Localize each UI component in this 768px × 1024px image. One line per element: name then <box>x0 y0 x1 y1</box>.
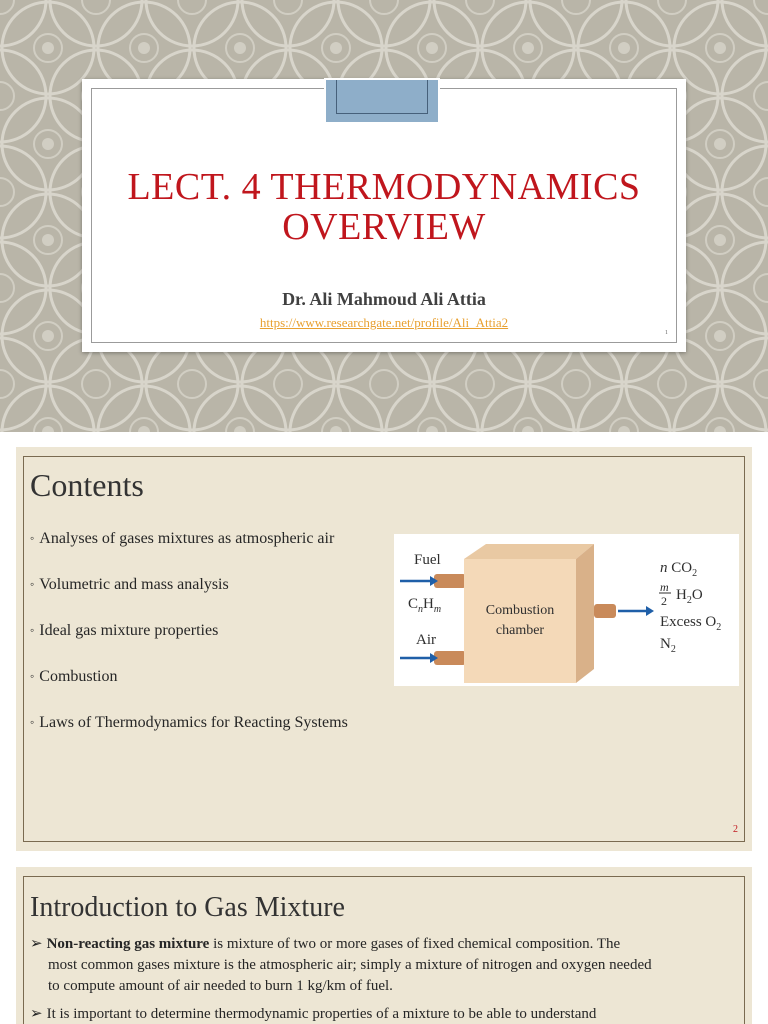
bullet-icon: ◦ <box>30 531 35 545</box>
chamber-top <box>464 544 594 559</box>
page-number: 2 <box>733 824 738 835</box>
paragraph <box>30 934 738 997</box>
paragraph <box>30 1004 738 1024</box>
list-item <box>30 622 218 640</box>
chamber-label-line2: chamber <box>495 623 545 638</box>
product-h2o-denominator: 2 <box>661 594 667 608</box>
chamber-side <box>576 544 594 683</box>
exhaust-pipe <box>594 604 616 618</box>
air-pipe <box>434 651 466 665</box>
list-item <box>30 576 229 594</box>
bullet-icon: ◦ <box>30 669 35 683</box>
combustion-chamber-figure <box>394 534 739 686</box>
profile-link[interactable]: https://www.researchgate.net/profile/Ali_Attia2 <box>259 315 509 330</box>
slide-title: Contents <box>30 467 144 503</box>
bullet-icon: ◦ <box>30 577 35 591</box>
list-item <box>30 530 334 548</box>
bullet-icon: ◦ <box>30 623 35 637</box>
fuel-pipe <box>434 574 466 588</box>
slide-title-line1: LECT. 4 THERMODYNAMICS <box>127 166 641 208</box>
paragraph-line: to compute amount of air needed to burn 1 kg/km of fuel. <box>48 978 393 994</box>
list-item-text: Combustion <box>39 668 118 685</box>
slide-title: Introduction to Gas Mixture <box>30 892 345 923</box>
author-name: Dr. Ali Mahmoud Ali Attia <box>282 289 486 309</box>
list-item-text: Ideal gas mixture properties <box>39 622 219 639</box>
paragraph-bold: Non-reacting gas mixture <box>46 936 210 952</box>
arrow-bullet-icon: ➢ <box>30 936 43 952</box>
slide-title <box>82 167 686 247</box>
list-item <box>30 668 118 686</box>
paragraph-text: is mixture of two or more gases of fixed chemical composition. The <box>209 936 621 952</box>
paragraph-line: most common gases mixture is the atmospheric air; simply a mixture of nitrogen and oxygen needed <box>48 957 652 973</box>
list-item-text: Volumetric and mass analysis <box>39 576 229 593</box>
contents-slide <box>16 447 752 851</box>
slide-title-line2: OVERVIEW <box>282 206 486 248</box>
title-slide <box>0 0 768 432</box>
gas-mixture-slide <box>16 867 752 1024</box>
list-item-text: Analyses of gases mixtures as atmospheric air <box>39 530 335 547</box>
product-h2o: $H_2O$ <box>676 587 703 606</box>
title-card <box>82 79 686 352</box>
fuel-formula: $C_nH_m$ <box>408 596 442 615</box>
arrow-bullet-icon: ➢ <box>30 1006 43 1022</box>
list-item <box>30 714 348 732</box>
product-excess-o2: Excess $O_2$ <box>660 614 722 633</box>
title-card-tab <box>324 78 440 124</box>
list-item-text: Laws of Thermodynamics for Reacting Systems <box>39 714 348 731</box>
air-label: Air <box>416 632 436 648</box>
fuel-label: Fuel <box>414 552 441 568</box>
product-co2: n $CO_2$ <box>660 560 698 579</box>
chamber-front <box>464 559 576 683</box>
product-arrowhead <box>646 606 654 616</box>
product-n2: $N_2$ <box>660 636 676 655</box>
chamber-label-line1: Combustion <box>485 603 555 618</box>
paragraph-text: It is important to determine thermodynamic properties of a mixture to be able to understand <box>46 1006 597 1022</box>
product-h2o-numerator: m <box>660 580 669 594</box>
page-number: 1 <box>665 330 668 336</box>
bullet-icon: ◦ <box>30 715 35 729</box>
